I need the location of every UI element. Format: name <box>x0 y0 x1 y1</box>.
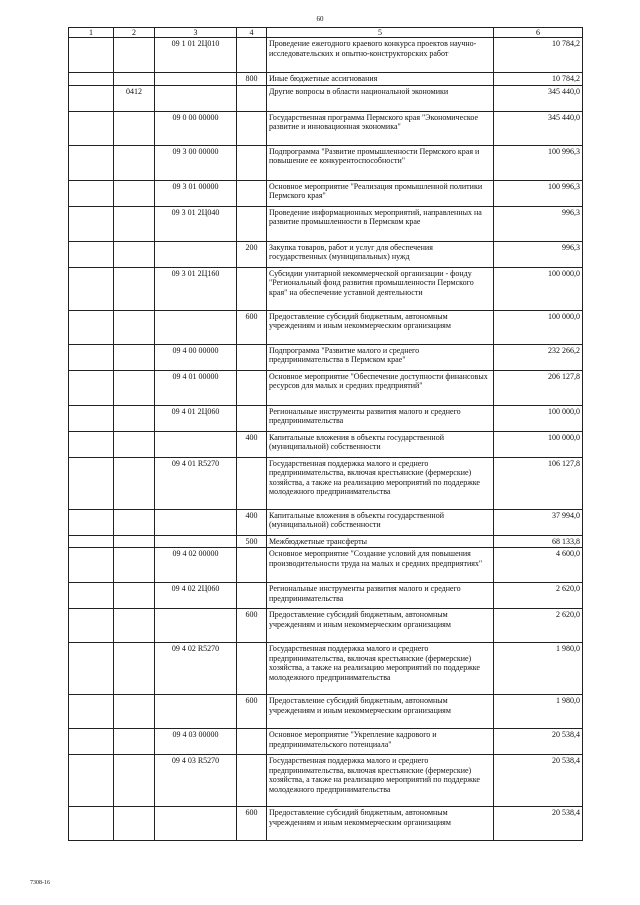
table-header-row <box>69 28 583 38</box>
amount-cell: 100 996,3 <box>494 145 583 180</box>
subsection-cell <box>114 405 155 431</box>
target-article-cell: 09 4 03 R5270 <box>155 755 237 807</box>
table-row <box>69 370 583 405</box>
subsection-cell <box>114 807 155 841</box>
amount-cell: 996,3 <box>494 206 583 241</box>
target-article-cell: 09 3 00 00000 <box>155 145 237 180</box>
description-cell: Государственная программа Пермского края "Экономическое развитие и инновационная экономика" <box>267 111 494 145</box>
subsection-cell <box>114 73 155 85</box>
subsection-cell <box>114 310 155 344</box>
expense-type-cell <box>237 643 267 695</box>
expense-type-cell: 600 <box>237 310 267 344</box>
target-article-cell: 09 4 01 R5270 <box>155 457 237 509</box>
subsection-cell <box>114 755 155 807</box>
column-header-1: 1 <box>69 28 114 38</box>
expense-type-cell: 800 <box>237 73 267 85</box>
section-cell <box>69 583 114 609</box>
target-article-cell <box>155 431 237 457</box>
subsection-cell <box>114 457 155 509</box>
amount-cell: 10 784,2 <box>494 73 583 85</box>
description-cell: Иные бюджетные ассигнования <box>267 73 494 85</box>
subsection-cell <box>114 206 155 241</box>
subsection-cell <box>114 729 155 755</box>
section-cell <box>69 370 114 405</box>
column-header-3: 3 <box>155 28 237 38</box>
section-cell <box>69 609 114 643</box>
subsection-cell <box>114 643 155 695</box>
description-cell: Основное мероприятие "Обеспечение доступности финансовых ресурсов для малых и средних предприятий" <box>267 370 494 405</box>
section-cell <box>69 111 114 145</box>
section-cell <box>69 405 114 431</box>
amount-cell: 345 440,0 <box>494 85 583 111</box>
expense-type-cell: 600 <box>237 609 267 643</box>
table-row <box>69 310 583 344</box>
section-cell <box>69 535 114 547</box>
section-cell <box>69 755 114 807</box>
section-cell <box>69 643 114 695</box>
target-article-cell: 09 0 00 00000 <box>155 111 237 145</box>
table-row <box>69 180 583 206</box>
expense-type-cell <box>237 180 267 206</box>
amount-cell: 10 784,2 <box>494 38 583 73</box>
expense-type-cell <box>237 85 267 111</box>
target-article-cell: 09 4 02 R5270 <box>155 643 237 695</box>
description-cell: Предоставление субсидий бюджетным, автономным учреждениям и иным некоммерческим организациям <box>267 807 494 841</box>
subsection-cell <box>114 695 155 729</box>
amount-cell: 2 620,0 <box>494 609 583 643</box>
target-article-cell: 09 4 02 00000 <box>155 548 237 583</box>
amount-cell: 100 000,0 <box>494 431 583 457</box>
section-cell <box>69 457 114 509</box>
subsection-cell <box>114 241 155 267</box>
subsection-cell <box>114 609 155 643</box>
table-row <box>69 241 583 267</box>
target-article-cell <box>155 241 237 267</box>
description-cell: Предоставление субсидий бюджетным, автономным учреждениям и иным некоммерческим организациям <box>267 695 494 729</box>
table-row <box>69 535 583 547</box>
column-header-4: 4 <box>237 28 267 38</box>
table-row <box>69 583 583 609</box>
amount-cell: 1 980,0 <box>494 643 583 695</box>
subsection-cell: 0412 <box>114 85 155 111</box>
description-cell: Межбюджетные трансферты <box>267 535 494 547</box>
table-row <box>69 344 583 370</box>
table-row <box>69 695 583 729</box>
section-cell <box>69 344 114 370</box>
target-article-cell <box>155 535 237 547</box>
table-row <box>69 431 583 457</box>
subsection-cell <box>114 111 155 145</box>
description-cell: Государственная поддержка малого и среднего предпринимательства, включая крестьянские (фермерские) хозяйства, а также на реализацию мероприятий по поддержке молодежного предпринимательства <box>267 755 494 807</box>
description-cell: Субсидии унитарной некоммерческой организации - фонду "Региональный фонд развития промышленности Пермского края" на обеспечение уставной деятельности <box>267 267 494 310</box>
target-article-cell: 09 4 01 00000 <box>155 370 237 405</box>
description-cell: Государственная поддержка малого и среднего предпринимательства, включая крестьянские (фермерские) хозяйства, а также на реализацию мероприятий по поддержке молодежного предпринимательства <box>267 643 494 695</box>
subsection-cell <box>114 535 155 547</box>
amount-cell: 106 127,8 <box>494 457 583 509</box>
section-cell <box>69 180 114 206</box>
description-cell: Основное мероприятие "Укрепление кадрового и предпринимательского потенциала" <box>267 729 494 755</box>
description-cell: Предоставление субсидий бюджетным, автономным учреждениям и иным некоммерческим организациям <box>267 609 494 643</box>
column-header-6: 6 <box>494 28 583 38</box>
section-cell <box>69 310 114 344</box>
expense-type-cell: 600 <box>237 807 267 841</box>
expense-type-cell <box>237 729 267 755</box>
section-cell <box>69 241 114 267</box>
target-article-cell: 09 3 01 00000 <box>155 180 237 206</box>
expense-type-cell <box>237 548 267 583</box>
description-cell: Основное мероприятие "Реализация промышленной политики Пермского края" <box>267 180 494 206</box>
section-cell <box>69 73 114 85</box>
table-row <box>69 38 583 73</box>
section-cell <box>69 267 114 310</box>
table-body <box>69 38 583 841</box>
target-article-cell: 09 1 01 2Ц010 <box>155 38 237 73</box>
amount-cell: 20 538,4 <box>494 755 583 807</box>
target-article-cell: 09 4 00 00000 <box>155 344 237 370</box>
budget-table <box>68 27 583 841</box>
expense-type-cell <box>237 38 267 73</box>
column-header-2: 2 <box>114 28 155 38</box>
subsection-cell <box>114 180 155 206</box>
amount-cell: 68 133,8 <box>494 535 583 547</box>
table-row <box>69 729 583 755</box>
target-article-cell <box>155 695 237 729</box>
expense-type-cell <box>237 405 267 431</box>
subsection-cell <box>114 431 155 457</box>
description-cell: Подпрограмма "Развитие промышленности Пермского края и повышение ее конкурентоспособности" <box>267 145 494 180</box>
section-cell <box>69 509 114 535</box>
table-row <box>69 85 583 111</box>
expense-type-cell: 600 <box>237 695 267 729</box>
subsection-cell <box>114 509 155 535</box>
target-article-cell <box>155 310 237 344</box>
table-row <box>69 111 583 145</box>
description-cell: Проведение информационных мероприятий, направленных на развитие промышленности в Пермском крае <box>267 206 494 241</box>
subsection-cell <box>114 548 155 583</box>
section-cell <box>69 206 114 241</box>
table-row <box>69 609 583 643</box>
table-row <box>69 267 583 310</box>
subsection-cell <box>114 267 155 310</box>
amount-cell: 100 000,0 <box>494 310 583 344</box>
section-cell <box>69 38 114 73</box>
section-cell <box>69 729 114 755</box>
amount-cell: 20 538,4 <box>494 807 583 841</box>
target-article-cell: 09 4 01 2Ц060 <box>155 405 237 431</box>
target-article-cell: 09 3 01 2Ц040 <box>155 206 237 241</box>
column-header-5: 5 <box>267 28 494 38</box>
table-row <box>69 807 583 841</box>
expense-type-cell <box>237 145 267 180</box>
expense-type-cell: 400 <box>237 431 267 457</box>
footer-code: 7308-16 <box>30 880 50 886</box>
description-cell: Региональные инструменты развития малого и среднего предпринимательства <box>267 583 494 609</box>
table-row <box>69 145 583 180</box>
amount-cell: 100 000,0 <box>494 405 583 431</box>
description-cell: Подпрограмма "Развитие малого и среднего предпринимательства в Пермском крае" <box>267 344 494 370</box>
amount-cell: 2 620,0 <box>494 583 583 609</box>
target-article-cell: 09 4 02 2Ц060 <box>155 583 237 609</box>
description-cell: Предоставление субсидий бюджетным, автономным учреждениям и иным некоммерческим организациям <box>267 310 494 344</box>
table-row <box>69 457 583 509</box>
section-cell <box>69 548 114 583</box>
expense-type-cell: 500 <box>237 535 267 547</box>
amount-cell: 232 266,2 <box>494 344 583 370</box>
target-article-cell <box>155 807 237 841</box>
amount-cell: 20 538,4 <box>494 729 583 755</box>
amount-cell: 37 994,0 <box>494 509 583 535</box>
expense-type-cell: 400 <box>237 509 267 535</box>
target-article-cell: 09 4 03 00000 <box>155 729 237 755</box>
target-article-cell <box>155 609 237 643</box>
section-cell <box>69 695 114 729</box>
target-article-cell: 09 3 01 2Ц160 <box>155 267 237 310</box>
table-row <box>69 755 583 807</box>
subsection-cell <box>114 344 155 370</box>
amount-cell: 996,3 <box>494 241 583 267</box>
expense-type-cell <box>237 457 267 509</box>
description-cell: Капитальные вложения в объекты государственной (муниципальной) собственности <box>267 431 494 457</box>
target-article-cell <box>155 73 237 85</box>
description-cell: Региональные инструменты развития малого и среднего предпринимательства <box>267 405 494 431</box>
table-row <box>69 548 583 583</box>
table-row <box>69 643 583 695</box>
table-row <box>69 405 583 431</box>
subsection-cell <box>114 370 155 405</box>
amount-cell: 100 000,0 <box>494 267 583 310</box>
expense-type-cell: 200 <box>237 241 267 267</box>
amount-cell: 100 996,3 <box>494 180 583 206</box>
subsection-cell <box>114 583 155 609</box>
target-article-cell <box>155 509 237 535</box>
section-cell <box>69 807 114 841</box>
subsection-cell <box>114 38 155 73</box>
expense-type-cell <box>237 583 267 609</box>
amount-cell: 206 127,8 <box>494 370 583 405</box>
section-cell <box>69 431 114 457</box>
expense-type-cell <box>237 755 267 807</box>
expense-type-cell <box>237 267 267 310</box>
amount-cell: 1 980,0 <box>494 695 583 729</box>
expense-type-cell <box>237 111 267 145</box>
description-cell: Закупка товаров, работ и услуг для обеспечения государственных (муниципальных) нужд <box>267 241 494 267</box>
expense-type-cell <box>237 370 267 405</box>
description-cell: Капитальные вложения в объекты государственной (муниципальной) собственности <box>267 509 494 535</box>
subsection-cell <box>114 145 155 180</box>
expense-type-cell <box>237 344 267 370</box>
target-article-cell <box>155 85 237 111</box>
section-cell <box>69 145 114 180</box>
table-row <box>69 73 583 85</box>
description-cell: Другие вопросы в области национальной экономики <box>267 85 494 111</box>
amount-cell: 345 440,0 <box>494 111 583 145</box>
description-cell: Проведение ежегодного краевого конкурса проектов научно-исследовательских и опытно-конструкторских работ <box>267 38 494 73</box>
description-cell: Основное мероприятие "Создание условий для повышения производительности труда на малых и средних предприятиях" <box>267 548 494 583</box>
description-cell: Государственная поддержка малого и среднего предпринимательства, включая крестьянские (фермерские) хозяйства, а также на реализацию мероприятий по поддержке молодежного предпринимательства <box>267 457 494 509</box>
amount-cell: 4 600,0 <box>494 548 583 583</box>
section-cell <box>69 85 114 111</box>
expense-type-cell <box>237 206 267 241</box>
table-row <box>69 509 583 535</box>
table-row <box>69 206 583 241</box>
page-number: 60 <box>316 15 324 23</box>
